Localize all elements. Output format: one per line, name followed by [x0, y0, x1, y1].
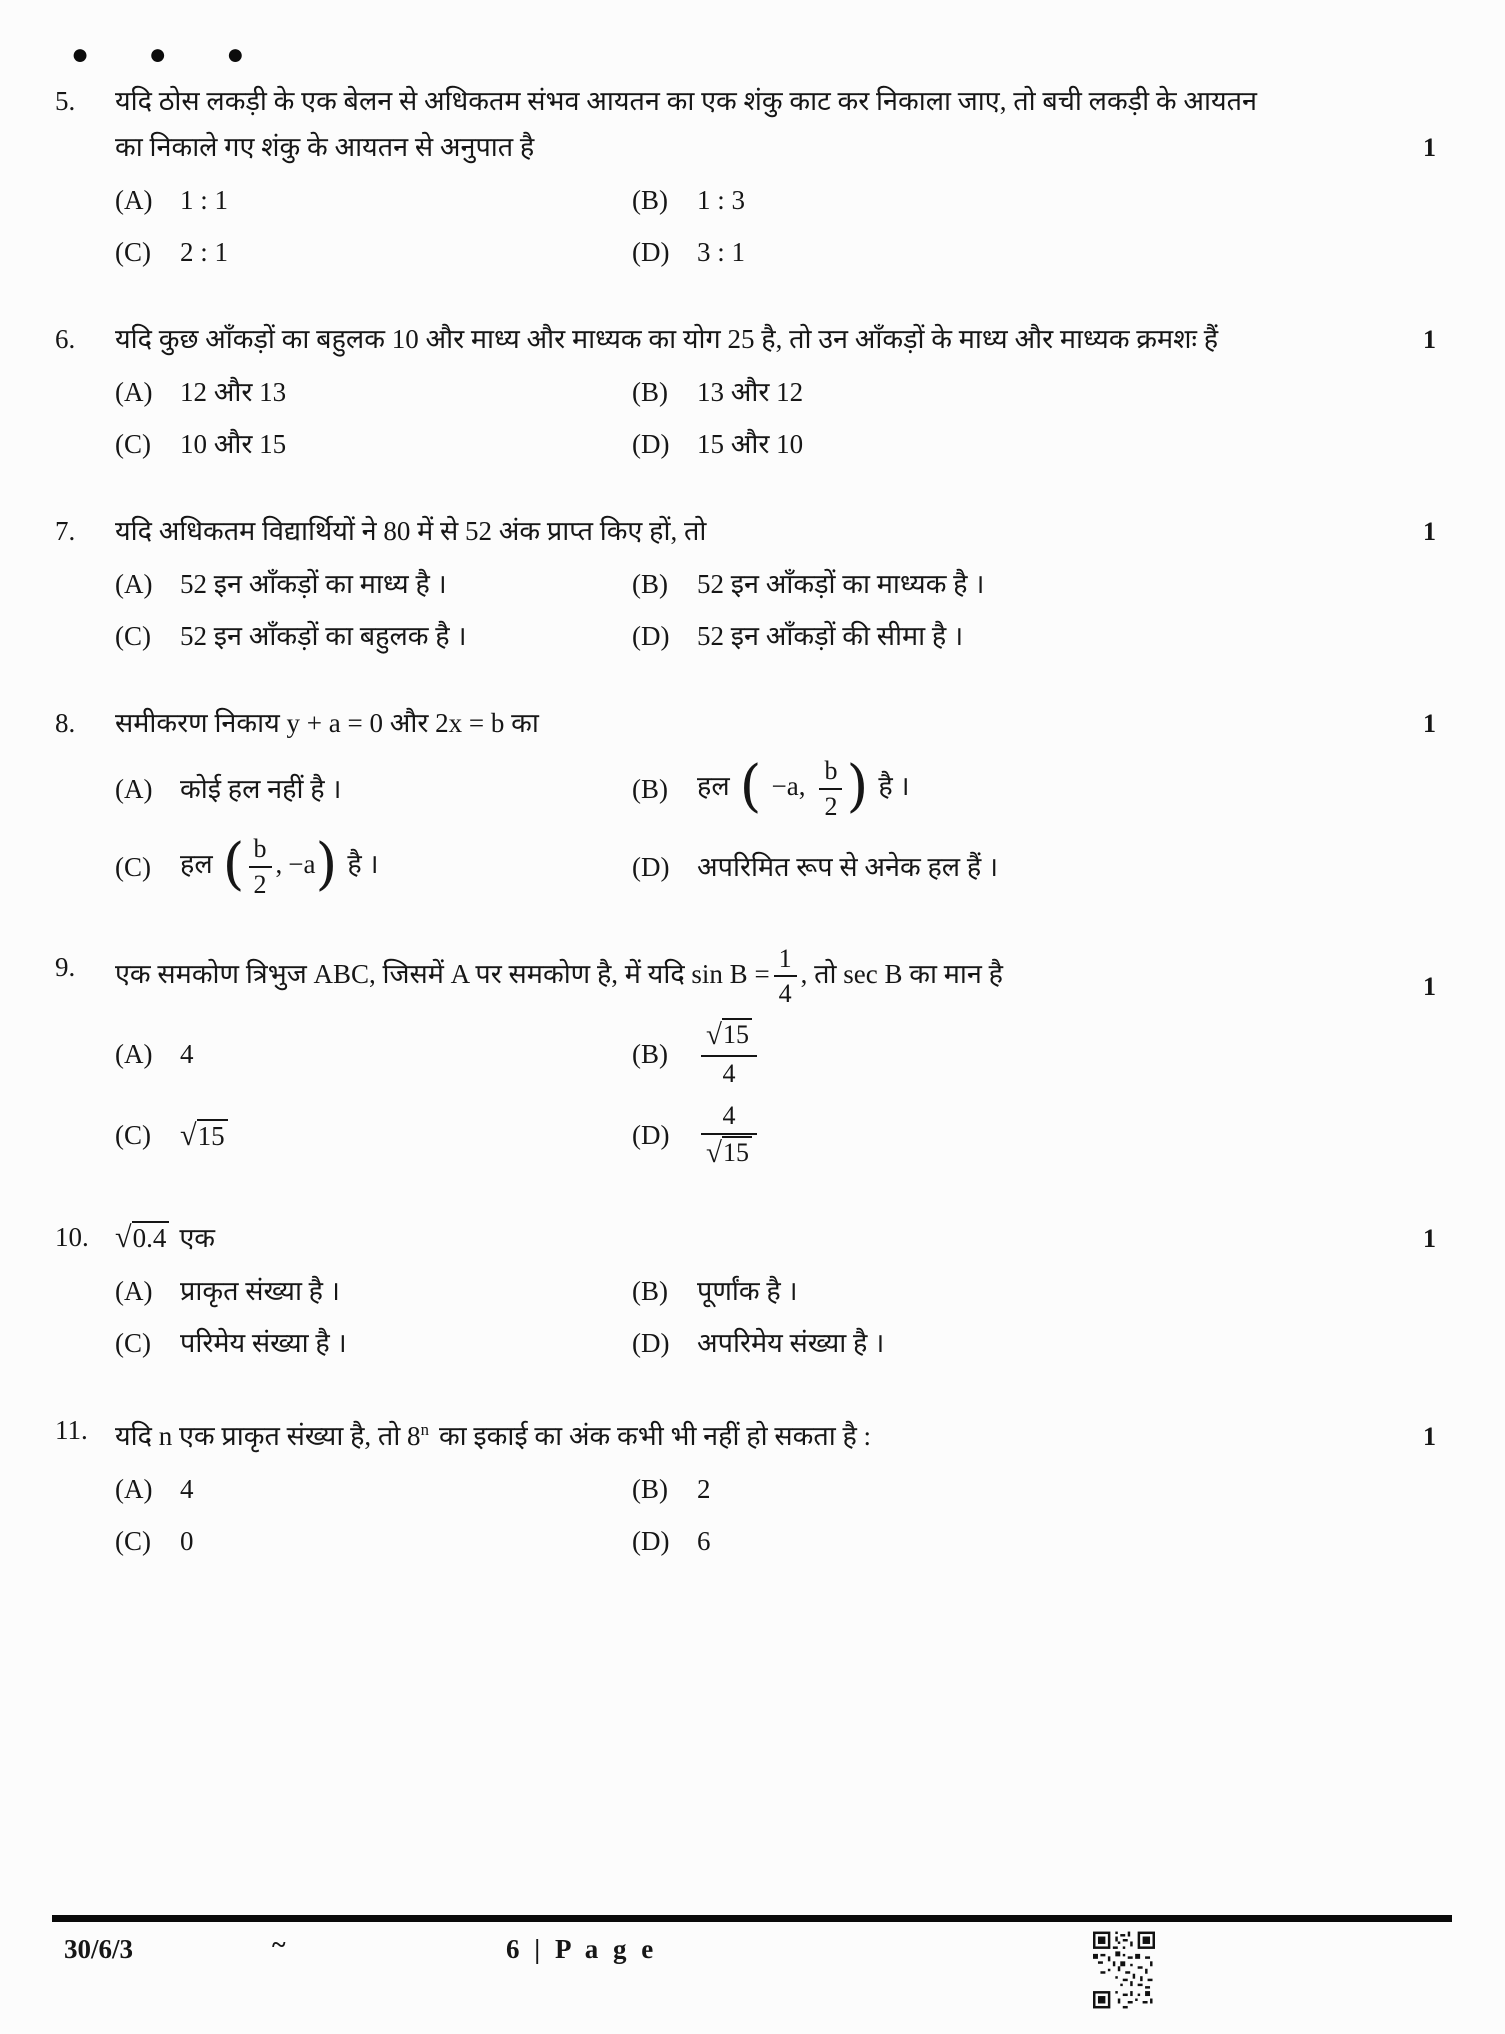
option-math-expression	[697, 1101, 1372, 1170]
option-label: (D)	[632, 1120, 670, 1151]
option-text: 52 इन आँकड़ों का माध्यक है ।	[697, 569, 985, 599]
option-label: (D)	[632, 1328, 670, 1359]
question-text-pre: एक समकोण त्रिभुज ABC, जिसमें A पर समकोण है, में यदि sin B =	[115, 958, 770, 989]
option-text: 2	[697, 1474, 711, 1505]
option-a	[115, 180, 632, 220]
page-number-label: 6 | P a g e	[506, 1934, 658, 1964]
option-label: (C)	[115, 429, 151, 459]
option-a	[115, 1271, 632, 1311]
marks-value: 1	[1423, 133, 1436, 162]
option-text: 6	[697, 1526, 711, 1557]
fraction-numerator: b	[249, 834, 272, 868]
close-paren: )	[315, 831, 338, 897]
question-text: यदि कुछ आँकड़ों का बहुलक 10 और माध्य और माध्यक का योग 25 है, तो उन आँकड़ों के माध्य और माध्यक क्रमशः हैं	[115, 324, 1219, 354]
option-text-pre: हल	[180, 848, 213, 879]
radical-sign: √	[706, 1019, 722, 1052]
square-root	[115, 1214, 169, 1261]
option-a	[115, 564, 632, 604]
option-text: अपरिमेय संख्या है ।	[697, 1328, 885, 1359]
option-b	[632, 564, 1372, 604]
option-math-expression	[697, 1019, 1372, 1088]
tuple-second-value: −a	[288, 848, 316, 879]
options-grid	[115, 372, 1372, 464]
question-6	[55, 316, 1450, 464]
option-text: 52 इन आँकड़ों का बहुलक है ।	[180, 621, 467, 651]
option-label: (C)	[115, 1328, 151, 1359]
option-label: (C)	[115, 621, 151, 651]
question-number: 9.	[55, 951, 76, 982]
question-text: समीकरण निकाय y + a = 0 और 2x = b का	[115, 708, 539, 738]
option-label: (A)	[115, 773, 153, 804]
option-text: परिमेय संख्या है ।	[180, 1328, 347, 1359]
option-label: (A)	[115, 569, 153, 599]
fraction-denominator: 2	[824, 791, 838, 821]
question-text: यदि अधिकतम विद्यार्थियों ने 80 में से 52 अंक प्राप्त किए हों, तो	[115, 516, 707, 546]
option-c	[115, 1115, 632, 1156]
fraction	[701, 1101, 757, 1170]
option-text: 2 : 1	[180, 237, 229, 267]
option-d	[632, 616, 1372, 656]
square-root	[706, 1137, 752, 1170]
radical-sign: √	[706, 1136, 722, 1169]
question-8	[55, 700, 1450, 900]
question-number: 7.	[55, 516, 76, 546]
options-grid	[115, 564, 1372, 656]
option-text: 52 इन आँकड़ों का माध्य है ।	[180, 569, 447, 599]
question-text-pre: यदि n एक प्राकृत संख्या है, तो 8	[115, 1421, 421, 1452]
option-c	[115, 1521, 632, 1561]
fraction-numerator	[701, 1019, 757, 1056]
option-text: अपरिमित रूप से अनेक हल हैं ।	[697, 851, 999, 882]
option-text: 12 और 13	[180, 377, 287, 407]
option-label: (B)	[632, 1039, 668, 1070]
footer-tilde-mark: ~	[272, 1930, 286, 1959]
radicand: 15	[722, 1018, 752, 1049]
fraction-numerator: 4	[701, 1101, 757, 1135]
option-label: (A)	[115, 1039, 153, 1070]
option-text: 52 इन आँकड़ों की सीमा है ।	[697, 621, 964, 651]
option-text: 4	[180, 1474, 194, 1505]
option-c	[115, 1323, 632, 1363]
option-text: 4	[180, 1039, 194, 1070]
option-text: 10 और 15	[180, 429, 287, 459]
option-label: (B)	[632, 1474, 668, 1505]
question-text-post: एक	[179, 1223, 216, 1254]
option-text-post: है ।	[878, 771, 910, 802]
option-label: (B)	[632, 773, 668, 804]
option-label: (B)	[632, 185, 668, 215]
options-grid	[115, 1271, 1372, 1363]
option-c	[115, 424, 632, 464]
option-b	[632, 753, 1372, 822]
option-label: (C)	[115, 1526, 151, 1557]
fraction	[774, 944, 797, 1010]
option-label: (B)	[632, 1276, 668, 1307]
question-7	[55, 508, 1450, 656]
fraction-numerator: 1	[774, 944, 797, 978]
tuple-first-value: −a,	[771, 771, 806, 802]
option-math-expression	[180, 831, 632, 900]
paper-code: 30/6/3	[64, 1934, 134, 1964]
option-text: 1 : 3	[697, 185, 746, 215]
fraction	[249, 834, 272, 900]
fraction-denominator	[701, 1135, 757, 1170]
fraction-denominator: 4	[778, 979, 792, 1009]
radical-sign: √	[180, 1117, 197, 1152]
option-b	[632, 1019, 1372, 1088]
option-a	[115, 372, 632, 412]
option-b	[632, 1469, 1372, 1509]
option-text: 0	[180, 1526, 194, 1557]
fraction	[701, 1019, 757, 1088]
option-label: (A)	[115, 377, 153, 407]
question-text: यदि ठोस लकड़ी के एक बेलन से अधिकतम संभव आयतन का एक शंकु काट कर निकाला जाए, तो बची लकड़ी के आयतन का निकाले गए शंकु के आयतन से अनुपात है	[115, 86, 1257, 162]
comma: ,	[275, 848, 283, 879]
option-math-expression	[180, 1115, 632, 1156]
option-label: (A)	[115, 1276, 153, 1307]
option-label: (D)	[632, 237, 670, 267]
option-label: (A)	[115, 1474, 153, 1505]
option-a	[115, 1469, 632, 1509]
option-d	[632, 1521, 1372, 1561]
option-label: (D)	[632, 621, 670, 651]
footer-divider-rule	[52, 1915, 1452, 1922]
option-c	[115, 831, 632, 900]
option-label: (B)	[632, 377, 668, 407]
fraction-numerator: b	[819, 756, 842, 790]
option-c	[115, 232, 632, 272]
option-text: पूर्णांक है ।	[697, 1276, 798, 1307]
question-5	[55, 78, 1450, 272]
option-label: (C)	[115, 237, 151, 267]
radicand: 0.4	[132, 1221, 170, 1253]
question-number: 5.	[55, 86, 76, 116]
option-d	[632, 424, 1372, 464]
option-label: (D)	[632, 1526, 670, 1557]
option-text: कोई हल नहीं है ।	[180, 773, 342, 804]
option-c	[115, 616, 632, 656]
option-d	[632, 1101, 1372, 1170]
page-marks-dots: ● ● ●	[71, 38, 271, 71]
exponent: n	[420, 1420, 429, 1440]
qr-code	[1093, 1931, 1155, 2009]
option-text: प्राकृत संख्या है ।	[180, 1276, 341, 1307]
question-10	[55, 1214, 1450, 1363]
question-text	[115, 1407, 1372, 1459]
marks-value: 1	[1423, 517, 1436, 546]
question-text-post: का इकाई का अंक कभी भी नहीं हो सकता है :	[438, 1421, 872, 1452]
close-paren: )	[846, 753, 869, 819]
fraction	[819, 756, 842, 822]
option-label: (A)	[115, 185, 153, 215]
option-b	[632, 1271, 1372, 1311]
question-number: 8.	[55, 708, 76, 738]
option-label: (D)	[632, 429, 670, 459]
option-text: 15 और 10	[697, 429, 804, 459]
question-11	[55, 1407, 1450, 1561]
options-grid	[115, 753, 1372, 900]
option-text-post: है ।	[347, 848, 379, 879]
option-math-expression	[697, 753, 1372, 822]
option-label: (D)	[632, 851, 670, 882]
question-text	[115, 944, 1372, 1010]
option-text-pre: हल	[697, 771, 730, 802]
options-grid	[115, 1469, 1372, 1561]
option-text: 13 और 12	[697, 377, 804, 407]
option-label: (C)	[115, 1120, 151, 1151]
fraction-denominator: 4	[722, 1058, 736, 1088]
option-b	[632, 372, 1372, 412]
question-number: 6.	[55, 324, 76, 354]
option-label: (B)	[632, 569, 668, 599]
question-text	[115, 1214, 1372, 1261]
open-paren: (	[222, 831, 245, 897]
question-text-post: , तो sec B का मान है	[800, 958, 1003, 989]
options-grid	[115, 180, 1372, 272]
option-d	[632, 1323, 1372, 1363]
option-d	[632, 232, 1372, 272]
options-grid	[115, 1019, 1372, 1170]
question-number: 11.	[55, 1415, 88, 1446]
square-root	[180, 1115, 228, 1156]
open-paren: (	[739, 753, 762, 819]
marks-value: 1	[1423, 1422, 1436, 1452]
fraction-denominator: 2	[253, 869, 267, 899]
option-a	[115, 1034, 632, 1074]
marks-value: 1	[1423, 709, 1436, 738]
option-text: 1 : 1	[180, 185, 229, 215]
option-text: 3 : 1	[697, 237, 746, 267]
option-d	[632, 847, 1372, 887]
marks-value: 1	[1423, 972, 1436, 1002]
square-root	[706, 1019, 752, 1052]
radical-sign: √	[115, 1220, 132, 1255]
marks-value: 1	[1423, 1224, 1436, 1254]
option-b	[632, 180, 1372, 220]
option-label: (C)	[115, 851, 151, 882]
marks-value: 1	[1423, 325, 1436, 354]
question-number: 10.	[55, 1222, 89, 1253]
option-a	[115, 769, 632, 809]
question-9	[55, 944, 1450, 1171]
radicand: 15	[197, 1119, 228, 1151]
radicand: 15	[722, 1136, 752, 1167]
